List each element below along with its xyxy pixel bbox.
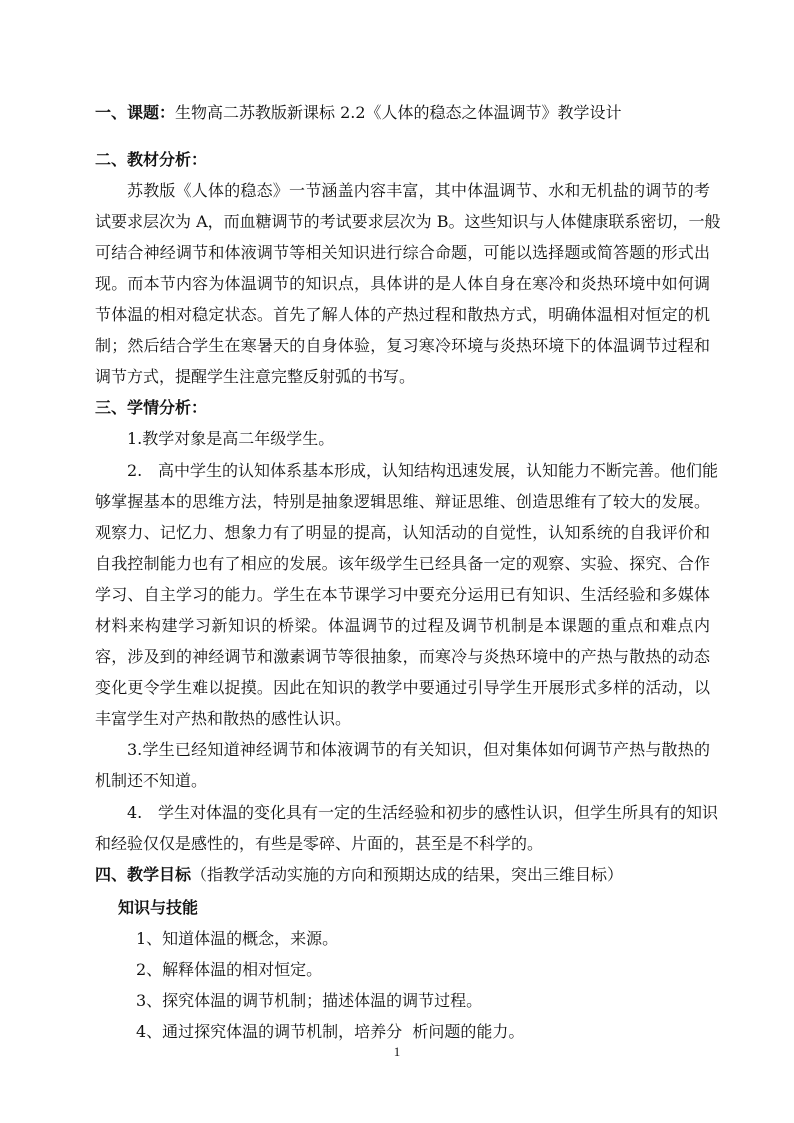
- section-heading-note: （指教学活动实施的方向和预期达成的结果，突出三维目标）: [191, 865, 624, 884]
- paragraph-line: 学生对体温的变化具有一定的生活经验和初步的感性认识，但学生所具有的知识: [158, 803, 719, 822]
- paragraph-line: 3.学生已经知道神经调节和体液调节的有关知识，但对集体如何调节产热与散热的: [127, 740, 710, 759]
- goal-item: 2、解释体温的相对恒定。: [136, 960, 323, 979]
- paragraph-line: 够掌握基本的思维方法，特别是抽象逻辑思维、辩证思维、创造思维有了较大的发展。: [95, 492, 710, 511]
- paragraph-line: 机制还不知道。: [95, 771, 208, 790]
- paragraph-line: 制；然后结合学生在寒暑天的自身体验，复习寒冷环境与炎热环境下的体温调节过程和: [95, 336, 710, 355]
- list-number: 2.: [127, 461, 143, 480]
- paragraph-line: 试要求层次为 A，而血糖调节的考试要求层次为 B。这些知识与人体健康联系密切，一般: [95, 212, 721, 231]
- paragraph-line: 观察力、记忆力、想象力有了明显的提高，认知活动的自觉性，认知系统的自我评价和: [95, 523, 710, 542]
- paragraph-line: 学习、自主学习的能力。学生在本节课学习中要充分运用已有知识、生活经验和多媒体: [95, 585, 710, 604]
- section-heading-learner-analysis: 三、学情分析：: [95, 398, 208, 417]
- paragraph-line: 高中学生的认知体系基本形成，认知结构迅速发展，认知能力不断完善。他们能: [158, 461, 719, 480]
- section-heading-material-analysis: 二、教材分析：: [95, 150, 208, 169]
- title-text: 生物高二苏教版新课标 2.2《人体的稳态之体温调节》教学设计: [175, 103, 622, 122]
- paragraph-line: 和经验仅仅是感性的，有些是零碎、片面的，甚至是不科学的。: [95, 834, 544, 853]
- paragraph-line: 材料来构建学习新知识的桥梁。体温调节的过程及调节机制是本课题的重点和难点内: [95, 616, 710, 635]
- page-number: 1: [393, 1044, 401, 1059]
- paragraph-line: 容，涉及到的神经调节和激素调节等很抽象，而寒冷与炎热环境中的产热与散热的动态: [95, 647, 710, 666]
- list-number: 4.: [127, 803, 143, 822]
- goal-item: 3、探究体温的调节机制；描述体温的调节过程。: [136, 991, 483, 1010]
- title-label: 一、课题：: [95, 103, 176, 122]
- paragraph-line: 变化更令学生难以捉摸。因此在知识的教学中要通过引导学生开展形式多样的活动，以: [95, 678, 710, 697]
- subheading-knowledge-skills: 知识与技能: [118, 898, 199, 917]
- lesson-title: [95, 103, 710, 123]
- goal-item: 1、知道体温的概念，来源。: [136, 929, 339, 948]
- paragraph-line: 苏教版《人体的稳态》一节涵盖内容丰富，其中体温调节、水和无机盐的调节的考: [127, 181, 710, 200]
- paragraph-line: 节体温的相对稳定状态。首先了解人体的产热过程和散热方式，明确体温相对恒定的机: [95, 305, 710, 324]
- goal-item: 4、通过探究体温的调节机制，培养分 析问题的能力。: [136, 1022, 525, 1041]
- section-heading-label: 四、教学目标: [95, 865, 192, 884]
- paragraph-line: 可结合神经调节和体液调节等相关知识进行综合命题，可能以选择题或简答题的形式出: [95, 243, 710, 262]
- section-heading-teaching-goals: [95, 865, 710, 885]
- paragraph-line: 调节方式，提醒学生注意完整反射弧的书写。: [95, 367, 416, 386]
- paragraph-line: 丰富学生对产热和散热的感性认识。: [95, 709, 352, 728]
- list-item: 1.教学对象是高二年级学生。: [127, 429, 335, 448]
- paragraph-line: 自我控制能力也有了相应的发展。该年级学生已经具备一定的观察、实验、探究、合作: [95, 554, 710, 573]
- paragraph-line: 现。而本节内容为体温调节的知识点，具体讲的是人体自身在寒冷和炎热环境中如何调: [95, 274, 710, 293]
